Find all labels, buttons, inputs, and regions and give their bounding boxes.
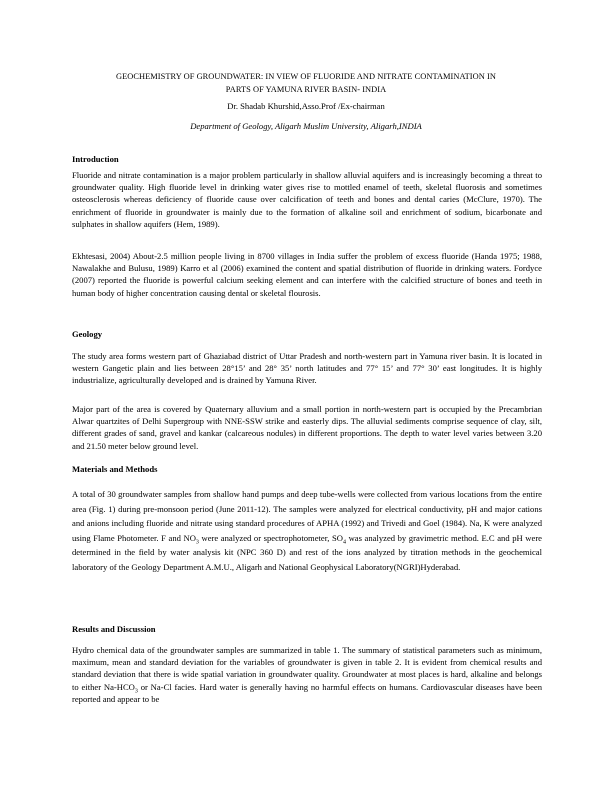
paper-title <box>70 70 542 96</box>
results-text-a: Hydro chemical data of the groundwater samples are summarized in table 1. The summary of statistical parameters such as minimum, maximum, mean and standard deviation for the variables of groundwater is given in table 2. It is evident from chemical results and standard deviation that there is wide spatial variation in groundwater quality. Groundwater at most places is hard, alkaline and belongs to either Na-HCO <box>72 645 542 692</box>
affiliation-line: Department of Geology, Aligarh Muslim University, Aligarh,INDIA <box>190 121 422 131</box>
methods-subscript-1: 3 <box>195 539 199 546</box>
methods-text-c: was analyzed by gravimetric method. E.C and pH were determined in the field by water analysis kit (NPC 360 D) and rest of the ions analyzed by titration methods in the geochemical laboratory of the Geology Department A.M.U., Aligarh and National Geophysical Laboratory(NGRI)Hyderabad. <box>72 532 542 572</box>
methods-text-a: A total of 30 groundwater samples from shallow hand pumps and deep tube-wells were collected from various locations from the entire area (Fig. 1) during pre-monsoon period (June 2011-12). The samples were analyzed for electrical conductivity, pH and major cations and anions including fluoride and nitrate using standard procedures of APHA (1992) and Trivedi and Goel (1984). Na, K were analyzed using Flame Photometer. F and NO <box>72 489 542 543</box>
results-subscript-1: 3 <box>134 688 138 695</box>
title-line-2: PARTS OF YAMUNA RIVER BASIN- INDIA <box>225 85 387 94</box>
intro-paragraph-2: Ekhtesasi, 2004) About-2.5 million people living in 8700 villages in India suffer the problem of excess fluoride (Handa 1975; 1988, Nawalakhe and Bulusu, 1989) Karro et al (2006) examined the content and spatial distribution of fluoride in drinking waters. Fordyce (2007) reported the fluoride is powerful calcium seeking element and can interfere with the calcified structure of bones and teeth in human body of higher concentration causing dental or skeletal flourosis. <box>72 251 542 298</box>
results-paragraph <box>72 644 542 705</box>
methods-text-b: were analyzed or spectrophotometer, SO <box>198 532 343 543</box>
methods-subscript-2: 4 <box>342 539 346 546</box>
heading-geology: Geology <box>72 329 103 339</box>
heading-introduction: Introduction <box>72 154 119 164</box>
results-text-b: or Na-Cl facies. Hard water is generally having no harmful effects on humans. Cardiovascular diseases have been reported and appear to be <box>72 681 542 704</box>
intro-paragraph-1: Fluoride and nitrate contamination is a major problem particularly in shallow alluvial aquifers and is increasingly becoming a threat to groundwater quality. High fluoride level in drinking water gives rise to mottled enamel of teeth, skeletal fluorosis and sometimes osteosclerosis whereas deficiency of fluoride cause over calcification of teeth and bones and dental caries (McClure, 1970). The enrichment of fluoride in groundwater is mainly due to the formation of alkaline soil and enrichment of sodium, bicarbonate and sulphates in shallow aquifers (Hem, 1989). <box>72 170 542 229</box>
heading-results-discussion: Results and Discussion <box>72 624 156 634</box>
heading-materials-methods: Materials and Methods <box>72 464 158 474</box>
methods-paragraph <box>72 487 542 575</box>
author-line: Dr. Shadab Khurshid,Asso.Prof /Ex-chairman <box>227 101 385 111</box>
title-line-1: GEOCHEMISTRY OF GROUNDWATER: IN VIEW OF FLUORIDE AND NITRATE CONTAMINATION IN <box>116 72 496 81</box>
geology-paragraph-2: Major part of the area is covered by Quaternary alluvium and a small portion in north-western part is occupied by the Precambrian Alwar quartzites of Delhi Supergroup with NNE-SSW strike and easterly dips. The alluvial sediments comprise sequence of clay, silt, different grades of sand, gravel and kankar (calcareous nodules) in different proportions. The depth to water level varies between 3.20 and 21.50 meter below ground level. <box>72 404 542 451</box>
geology-paragraph-1: The study area forms western part of Ghaziabad district of Uttar Pradesh and north-western part in Yamuna river basin. It is located in western Gangetic plain and lies between 28°15’ and 28° 35’ north latitudes and 77° 15’ and 77° 30’ east longitudes. It is highly industrialize, agriculturally developed and is drained by Yamuna River. <box>72 351 542 386</box>
